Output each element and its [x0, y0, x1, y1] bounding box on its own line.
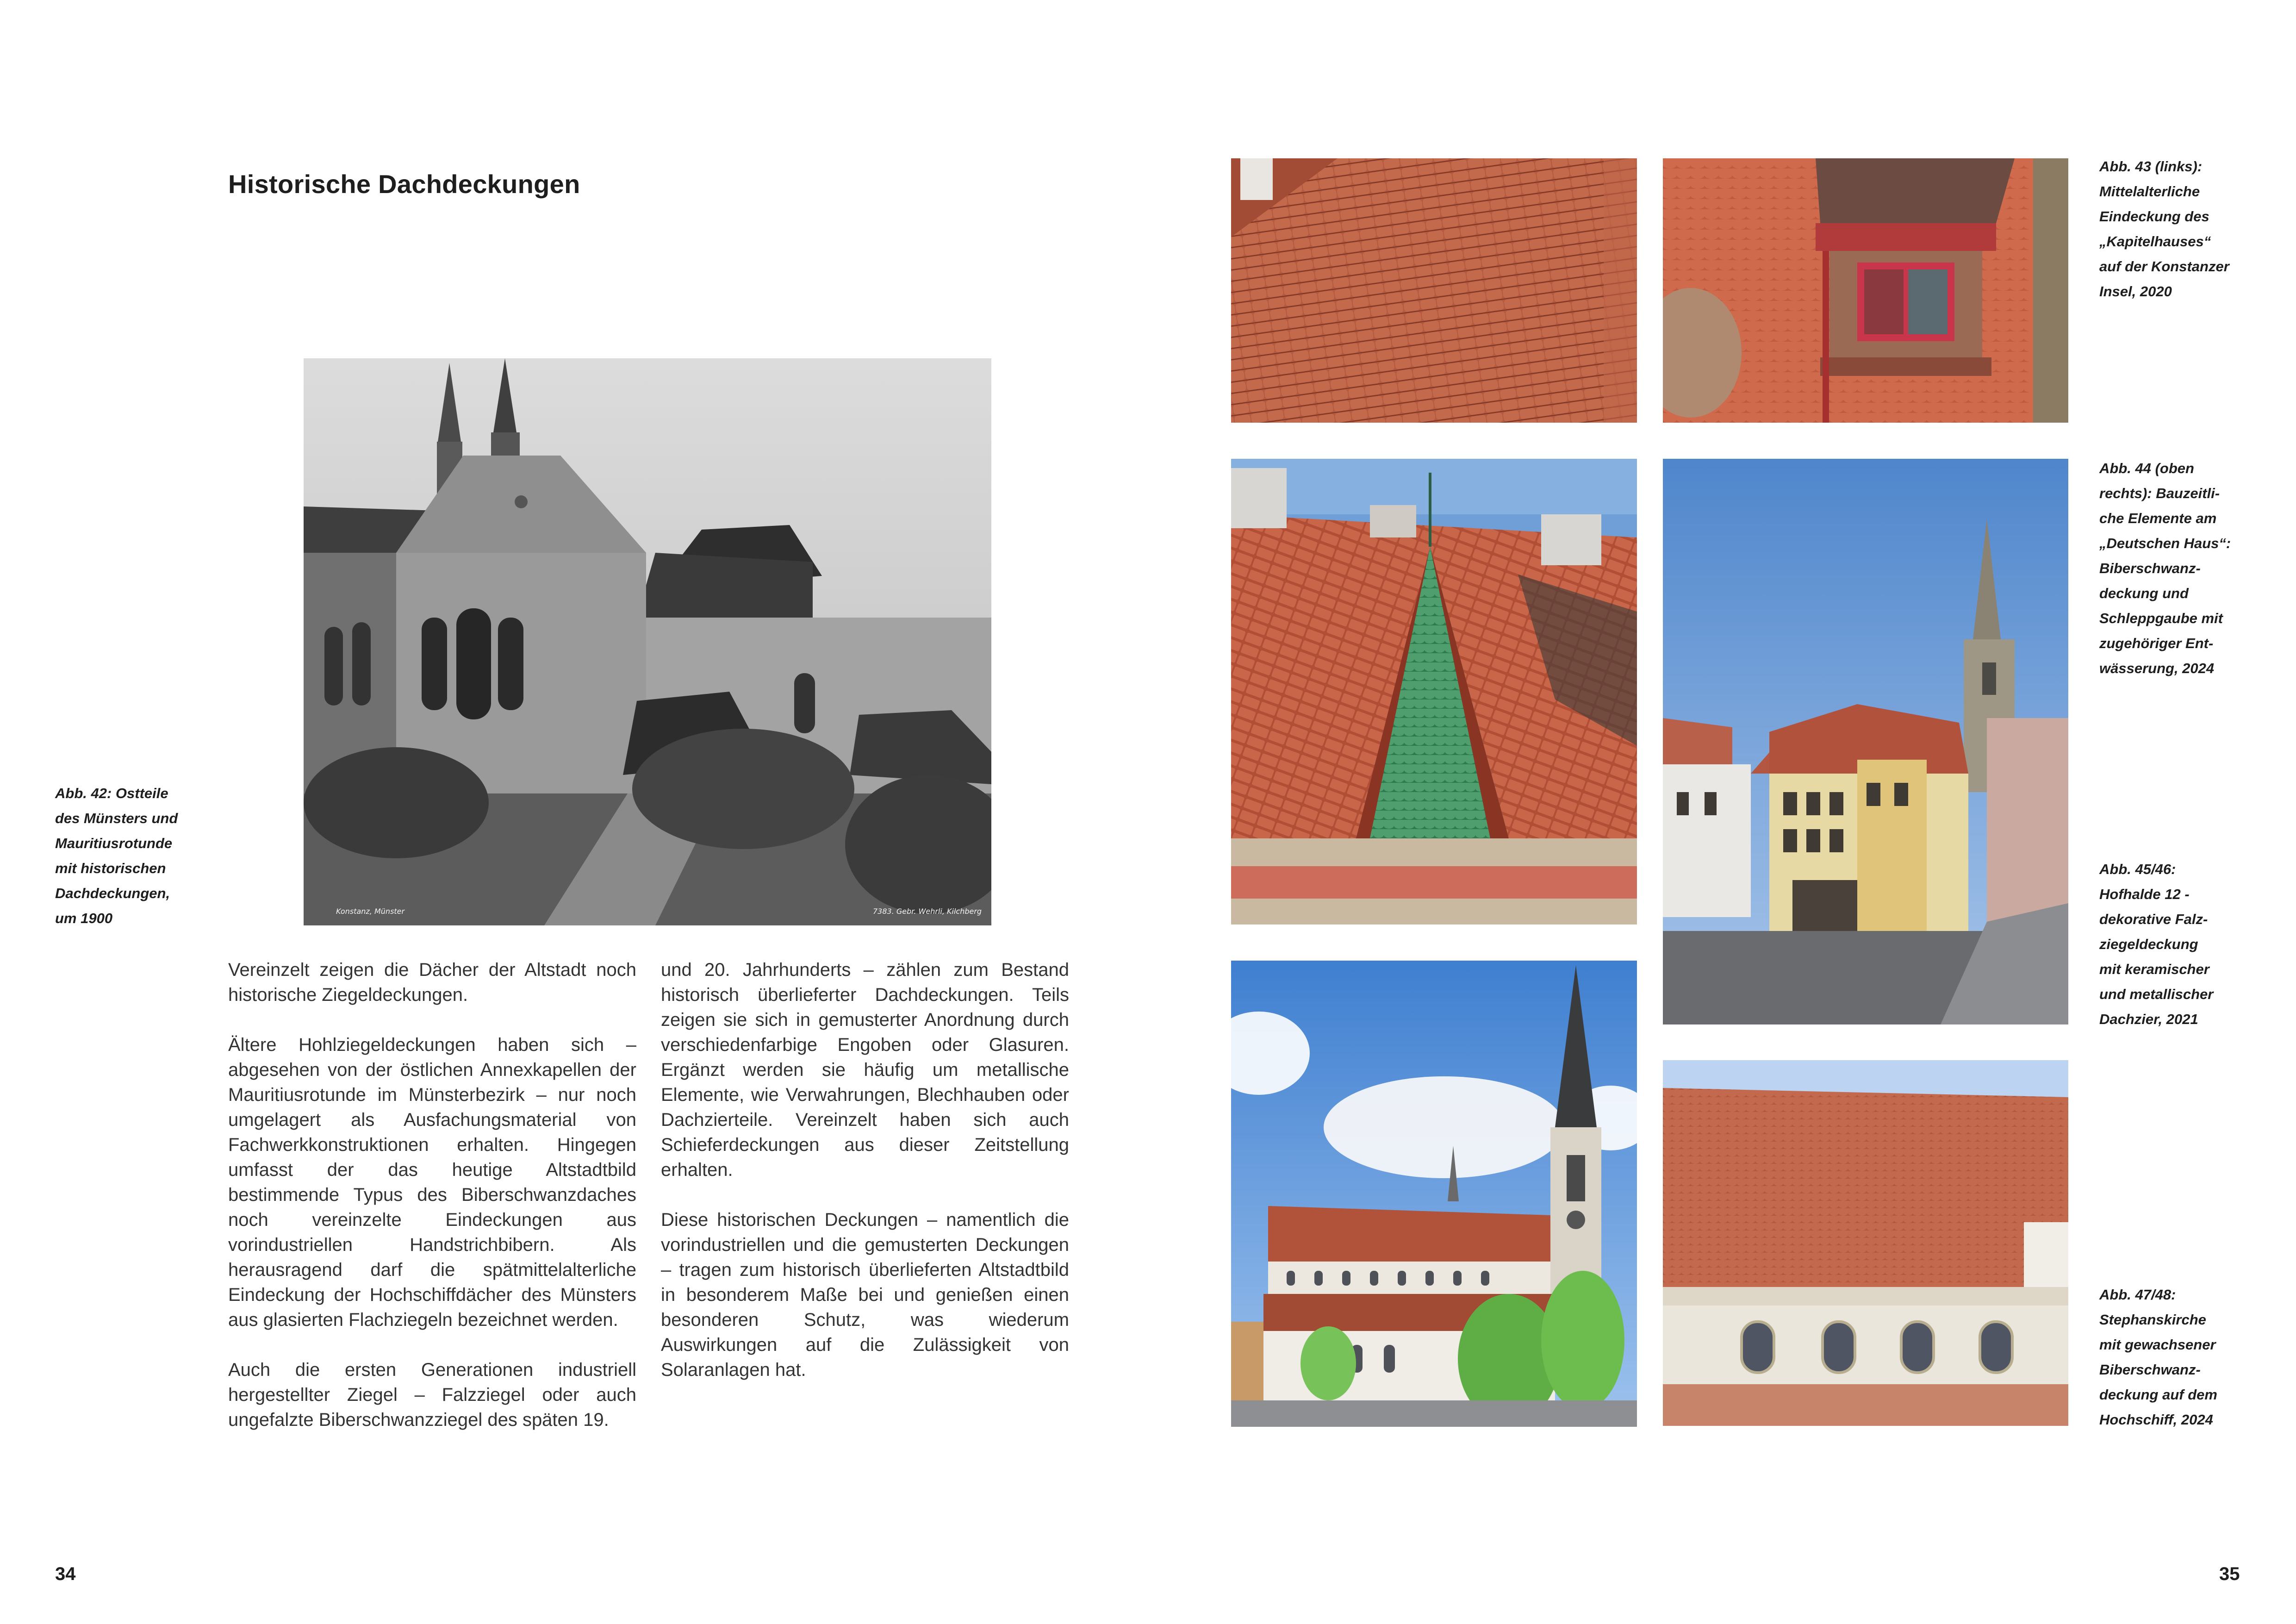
paragraph: Vereinzelt zeigen die Dächer der Altstadt noch historische Ziegeldeckungen. [228, 960, 636, 1005]
photo-inscription-left: Konstanz, Münster [336, 907, 405, 916]
paragraph: Auch die ersten Generationen industriell hergestellter Ziegel – Falzziegel oder auch ungefalzte Biberschwanzziegel des späten 19. [228, 1360, 636, 1430]
caption-abb45-46: Abb. 45/46: Hofhalde 12 - dekorative Falz- ziegeldeckung mit keramischer und metallischer Dachzier, 2021 [2099, 861, 2214, 1027]
caption-abb43: Abb. 43 (links): Mittelalterliche Eindeckung des „Kapitelhauses“ auf der Konstanzer Insel, 2020 [2099, 158, 2229, 300]
photo-abb46-street-tower [1663, 459, 2068, 1024]
photo-abb47-stephanskirche [1231, 961, 1637, 1427]
page-number-left: 34 [55, 1564, 76, 1584]
body-text-right-column [661, 957, 1069, 1407]
photo-inscription-right: 7383. Gebr. Wehrli, Kilchberg [873, 907, 982, 916]
paragraph: Diese historischen Deckungen – namentlich die vorindustriellen und die gemusterten Deckungen – tragen zum historisch überlieferten Altstadtbild in besonderem Maße bei und genießen einen besonderen Schutz, was wiederum Auswirkungen auf die Zulässigkeit von Solaranlagen hat. [661, 1210, 1069, 1380]
paragraph: und 20. Jahrhunderts – zählen zum Bestand historisch überlieferter Dachdeckungen. Teils zeigen sie sich in gemusterter Anordnung durch verschiedenfarbige Engoben oder Glasuren. Ergänzt werden sie häufig um metallische Elemente, wie Verwahrungen, Blechhauben oder Dachzierteile. Vereinzelt haben sich auch Schieferdeckungen aus dieser Zeitstellung erhalten. [661, 960, 1069, 1180]
caption-abb47-48: Abb. 47/48: Stephanskirche mit gewachsener Biberschwanz- deckung auf dem Hochschiff, 2024 [2099, 1287, 2217, 1428]
caption-abb42: Abb. 42: Ostteile des Münsters und Mauritiusrotunde mit historischen Dachdeckungen, um 1900 [55, 785, 178, 926]
page-title: Historische Dachdeckungen [228, 169, 580, 199]
photo-abb48-stephanskirche-roof [1663, 1060, 2068, 1426]
photo-abb45-hofhalde-roof [1231, 459, 1637, 924]
caption-abb44: Abb. 44 (oben rechts): Bauzeitli- che Elemente am „Deutschen Haus“: Biberschwanz- deckung und Schleppgaube mit zugehöriger Ent- wässerung, 2024 [2099, 460, 2231, 676]
page-number-right: 35 [2219, 1564, 2240, 1584]
paragraph: Ältere Hohlziegeldeckungen haben sich – abgesehen von der östlichen Annexkapellen der Mauritiusrotunde im Münsterbezirk – nur noch umgelagert als Ausfachungsmaterial von Fachwerkkonstruktionen erhalten. Hingegen umfasst der das heutige Altstadtbild bestimmende Typus des Biberschwanzdaches noch vereinzelte Eindeckungen aus vorindustriellen Handstrichbibern. Als herausragend darf die spätmittelalterliche Eindeckung der Hochschiffdächer des Münsters aus glasierten Flachziegeln bezeichnet werden. [228, 1035, 636, 1330]
photo-abb43-kapitelhaus-roof [1231, 158, 1637, 423]
photo-abb42-muenster-historic [304, 358, 991, 925]
body-text-left-column [228, 957, 636, 1457]
photo-abb44-dormer [1663, 158, 2068, 423]
